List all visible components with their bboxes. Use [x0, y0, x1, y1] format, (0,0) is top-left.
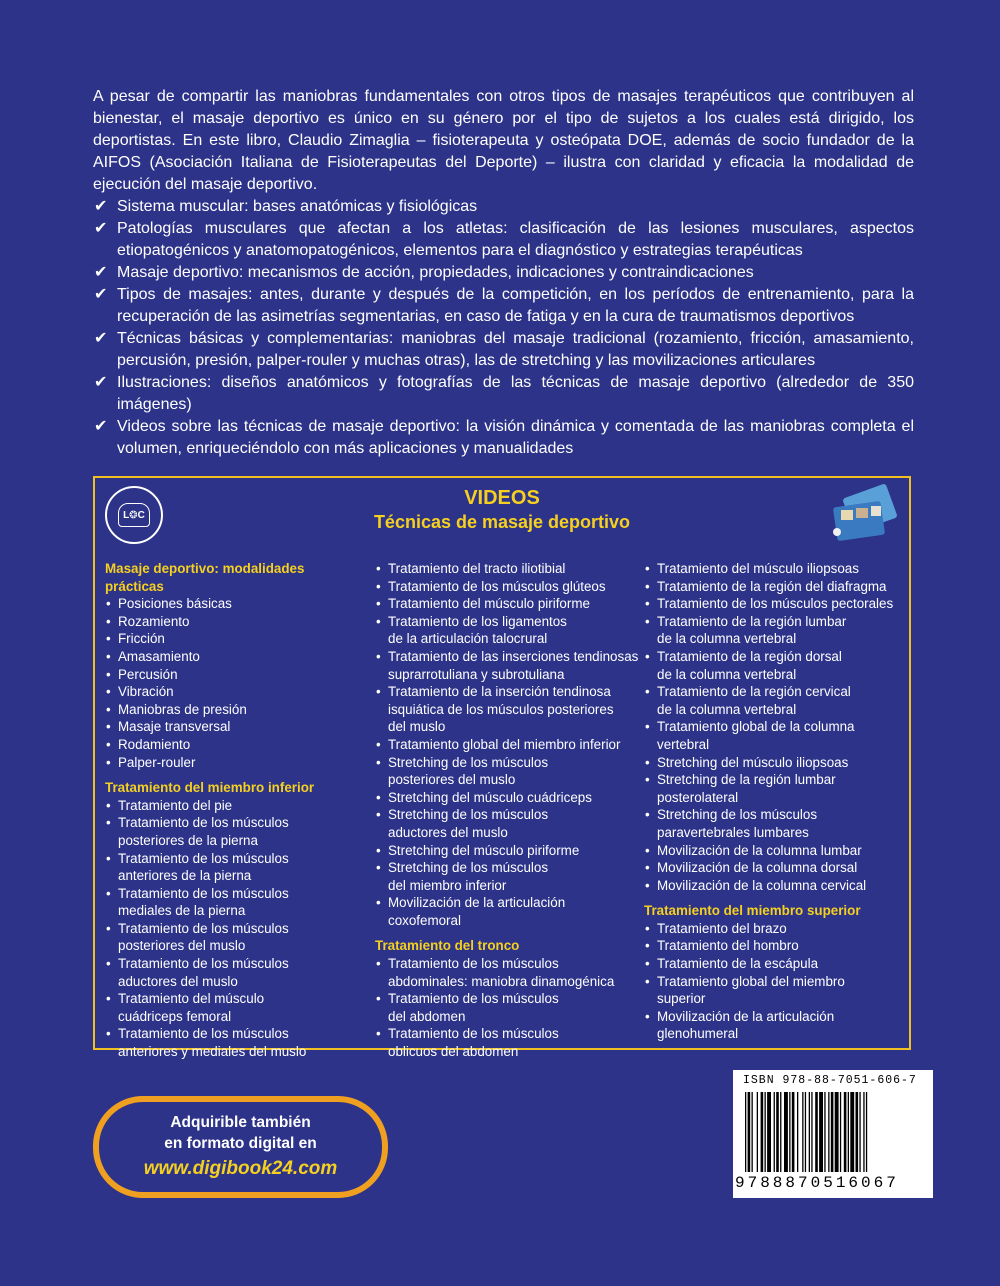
- video-item: glenohumeral: [657, 1026, 739, 1042]
- video-item: aductores del muslo: [118, 973, 238, 989]
- video-item: • Amasamiento: [105, 648, 365, 666]
- video-item: • Tratamiento del pie: [105, 797, 365, 815]
- video-item: • Tratamiento de los músculos: [375, 955, 640, 973]
- feature-item: ✔ Sistema muscular: bases anatómicas y fisiológicas: [93, 196, 914, 218]
- checkmark-icon: ✔: [94, 418, 108, 435]
- feature-list: [93, 196, 914, 460]
- video-item: • Tratamiento del músculo: [105, 990, 365, 1008]
- section-heading: Tratamiento del miembro inferior: [105, 780, 315, 796]
- video-item: • Tratamiento del músculo iliopsoas: [644, 560, 904, 578]
- video-item: • Tratamiento de los músculos: [105, 920, 365, 938]
- video-item: • Rodamiento: [105, 736, 365, 754]
- video-item: anteriores y mediales del muslo: [118, 1044, 307, 1060]
- feature-item: ✔ Videos sobre las técnicas de masaje deportivo: la visión dinámica y comentada de las maniobras completa el volumen, enriqueciéndolo con más aplicaciones y manualidades: [94, 418, 914, 457]
- learning-on-cloud-logo: L❂C: [105, 486, 163, 544]
- video-list: [644, 920, 904, 1043]
- video-item: • Tratamiento de los ligamentos: [375, 613, 640, 631]
- checkmark-icon: ✔: [94, 220, 108, 237]
- video-item: • Stretching del músculo cuádriceps: [375, 789, 640, 807]
- video-item: superior: [657, 991, 706, 1007]
- video-item: de la articulación talocrural: [388, 631, 548, 647]
- video-item: • Maniobras de presión: [105, 701, 365, 719]
- video-item: • Tratamiento de la escápula: [644, 955, 904, 973]
- videos-title-block: [95, 486, 909, 534]
- video-item: mediales de la pierna: [118, 903, 246, 919]
- videos-box: [93, 476, 911, 1060]
- digital-url-link[interactable]: www.digibook24.com: [143, 1158, 338, 1179]
- video-item: • Fricción: [105, 630, 365, 648]
- video-item: del miembro inferior: [388, 877, 507, 893]
- video-item: • Tratamiento del brazo: [644, 920, 904, 938]
- barcode-bars: [743, 1092, 923, 1174]
- video-item: • Tratamiento de los músculos: [105, 955, 365, 973]
- digital-line-2: en formato digital en: [164, 1135, 317, 1152]
- video-item: posteriores del muslo: [118, 938, 246, 954]
- video-item: • Tratamiento del hombro: [644, 937, 904, 955]
- video-item: • Tratamiento global del miembro: [644, 973, 904, 991]
- video-item: • Movilización de la columna cervical: [644, 877, 904, 895]
- video-item: del abdomen: [388, 1008, 466, 1024]
- video-item: • Stretching de los músculos: [375, 754, 640, 772]
- video-list: [105, 797, 365, 1061]
- video-list: [644, 560, 904, 894]
- checkmark-icon: ✔: [94, 264, 108, 281]
- checkmark-icon: ✔: [94, 198, 108, 215]
- video-item: • Vibración: [105, 683, 365, 701]
- video-item: • Tratamiento de los músculos: [105, 885, 365, 903]
- video-item: • Tratamiento del músculo piriforme: [375, 595, 640, 613]
- digital-line-1: Adquirible también: [170, 1114, 311, 1131]
- video-item: • Rozamiento: [105, 613, 365, 631]
- video-item: • Masaje transversal: [105, 718, 365, 736]
- video-item: aductores del muslo: [388, 824, 508, 840]
- checkmark-icon: ✔: [94, 286, 108, 303]
- video-item: • Stretching de los músculos: [375, 859, 640, 877]
- video-item: vertebral: [657, 736, 710, 752]
- video-item: • Tratamiento de la región cervical: [644, 683, 904, 701]
- feature-item: ✔ Tipos de masajes: antes, durante y después de la competición, en los períodos de entrenamiento, para la recuperación de las asimetrías segmentarias, en caso de fatiga y en la cura de traumatismos deportivos: [94, 286, 914, 325]
- videos-column-1: [105, 560, 365, 1061]
- video-item: • Movilización de la articulación: [644, 1008, 904, 1026]
- video-item: • Palper-rouler: [105, 754, 365, 772]
- section-heading: Tratamiento del tronco: [375, 938, 520, 954]
- video-item: • Percusión: [105, 666, 365, 684]
- video-item: • Tratamiento de los músculos: [375, 1025, 640, 1043]
- video-list: [375, 560, 640, 929]
- video-item: • Tratamiento de los músculos: [105, 850, 365, 868]
- video-item: • Stretching de los músculos: [644, 806, 904, 824]
- video-item: • Tratamiento de los músculos: [105, 1025, 365, 1043]
- video-item: • Tratamiento de la región lumbar: [644, 613, 904, 631]
- video-item: • Stretching de los músculos: [375, 806, 640, 824]
- videos-column-3: [644, 560, 904, 1043]
- barcode-digits: 9788870516067: [735, 1174, 899, 1192]
- checkmark-icon: ✔: [94, 330, 108, 347]
- video-item: isquiática de los músculos posteriores: [388, 701, 614, 717]
- video-item: abdominales: maniobra dinamogénica: [388, 973, 615, 989]
- video-item: del muslo: [388, 719, 446, 735]
- video-item: • Movilización de la columna dorsal: [644, 859, 904, 877]
- video-item: • Stretching del músculo piriforme: [375, 842, 640, 860]
- feature-item: ✔ Masaje deportivo: mecanismos de acción, propiedades, indicaciones y contraindicaciones: [93, 262, 914, 284]
- section-heading: Masaje deportivo: modalidades prácticas: [105, 561, 305, 594]
- video-item: • Stretching del músculo iliopsoas: [644, 754, 904, 772]
- video-item: • Tratamiento global del miembro inferior: [375, 736, 640, 754]
- isbn-label: ISBN 978-88-7051-606-7: [743, 1074, 917, 1087]
- video-item: posteriores de la pierna: [118, 832, 258, 848]
- video-item: • Tratamiento de los músculos pectorales: [644, 595, 904, 613]
- intro-paragraph: A pesar de compartir las maniobras fundamentales con otros tipos de masajes terapéuticos que contribuyen al bienestar, el masaje deportivo es único en su género por el tipo de sujetos a los cuales está dirigido, los deportistas. En este libro, Claudio Zimaglia – fisioterapeuta y osteópata DOE, además de socio fundador de la AIFOS (Asociación Italiana de Fisioterapeutas del Deporte) – ilustra con claridad y eficacia la modalidad de ejecución del masaje deportivo.: [93, 88, 914, 193]
- video-item: • Tratamiento global de la columna: [644, 718, 904, 736]
- video-item: paravertebrales lumbares: [657, 824, 809, 840]
- videos-subtitle: Técnicas de masaje deportivo: [373, 512, 631, 532]
- section-heading: Tratamiento del miembro superior: [644, 903, 861, 919]
- video-item: • Tratamiento de la inserción tendinosa: [375, 683, 640, 701]
- video-item: • Posiciones básicas: [105, 595, 365, 613]
- video-item: anteriores de la pierna: [118, 868, 252, 884]
- video-item: cuádriceps femoral: [118, 1008, 232, 1024]
- videos-title: VIDEOS: [464, 487, 540, 509]
- videos-column-2: [375, 560, 640, 1061]
- video-item: • Tratamiento de la región del diafragma: [644, 578, 904, 596]
- digital-edition-badge[interactable]: [93, 1096, 388, 1198]
- intro-text: [93, 86, 914, 460]
- video-item: • Movilización de la columna lumbar: [644, 842, 904, 860]
- video-item: • Tratamiento de la región dorsal: [644, 648, 904, 666]
- video-item: de la columna vertebral: [657, 701, 797, 717]
- video-item: • Tratamiento de los músculos: [375, 990, 640, 1008]
- feature-item: ✔ Ilustraciones: diseños anatómicos y fotografías de las técnicas de masaje deportivo (alrededor de 350 imágenes): [94, 374, 914, 413]
- video-item: • Stretching de la región lumbar: [644, 771, 904, 789]
- video-item: posterolateral: [657, 789, 739, 805]
- video-list: [375, 955, 640, 1061]
- video-item: • Tratamiento de los músculos: [105, 814, 365, 832]
- video-item: de la columna vertebral: [657, 631, 797, 647]
- video-item: • Tratamiento de las inserciones tendinosas: [375, 648, 640, 666]
- video-item: oblicuos del abdomen: [388, 1044, 519, 1060]
- checkmark-icon: ✔: [94, 374, 108, 391]
- video-item: suprarrotuliana y subrotuliana: [388, 666, 565, 682]
- video-list: [105, 595, 365, 771]
- isbn-barcode: [733, 1070, 933, 1198]
- feature-item: ✔ Técnicas básicas y complementarias: maniobras del masaje tradicional (rozamiento, fricción, amasamiento, percusión, presión, palper-rouler y muchas otras), las de stretching y las movilizaciones articulares: [94, 330, 914, 369]
- feature-item: ✔ Patologías musculares que afectan a los atletas: clasificación de las lesiones musculares, aspectos etiopatogénicos y anatomopatogénicos, elementos para el diagnóstico y estrategias terapéuticas: [94, 220, 914, 259]
- video-item: • Tratamiento del tracto iliotibial: [375, 560, 640, 578]
- video-item: • Tratamiento de los músculos glúteos: [375, 578, 640, 596]
- video-item: posteriores del muslo: [388, 772, 516, 788]
- video-item: • Movilización de la articulación coxofemoral: [375, 894, 640, 929]
- video-item: de la columna vertebral: [657, 666, 797, 682]
- film-strip-icon: [827, 482, 897, 548]
